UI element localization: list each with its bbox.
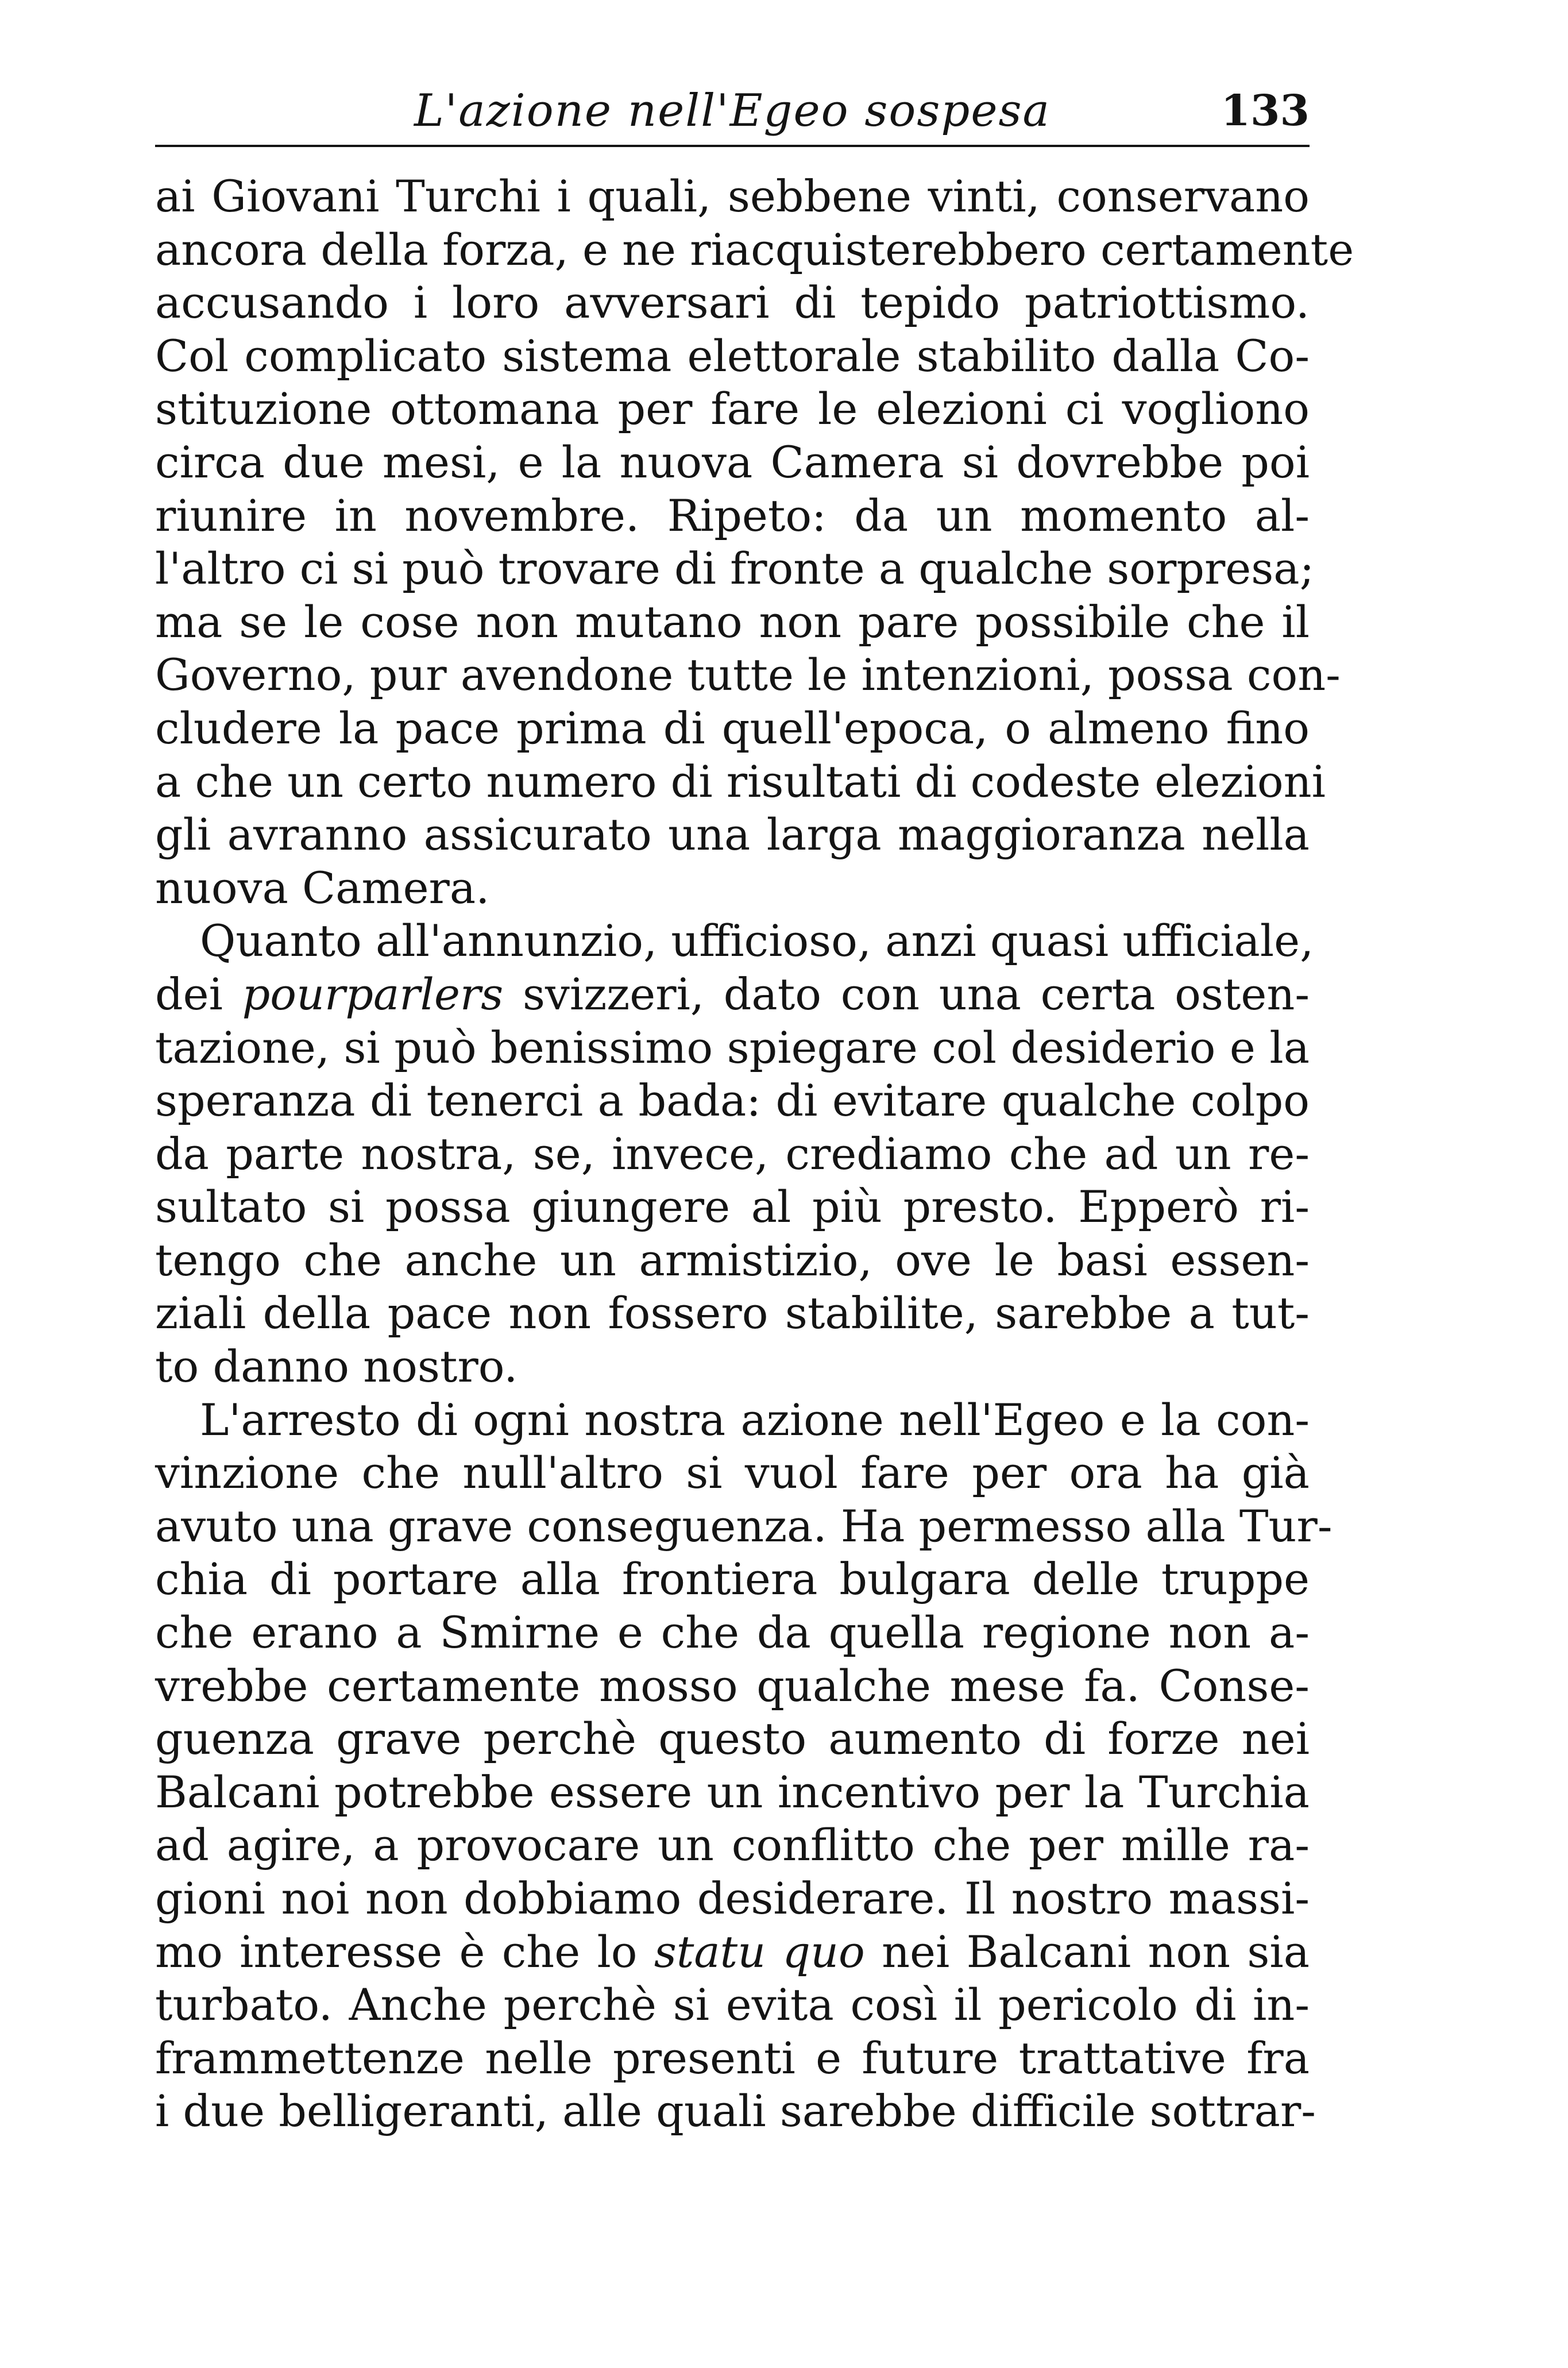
text-line: tengo che anche un armistizio, ove le basi essen- xyxy=(155,1234,1310,1286)
text-line: vrebbe certamente mosso qualche mese fa. Conse- xyxy=(155,1660,1310,1711)
body-text xyxy=(155,170,1354,2138)
running-header-title: L'azione nell'Egeo sospesa xyxy=(414,85,1051,137)
text-line: ancora della forza, e ne riacquisterebbero certamente xyxy=(155,223,1354,275)
text-line: ziali della pace non fossero stabilite, sarebbe a tut- xyxy=(155,1287,1310,1339)
paragraph xyxy=(155,170,1354,915)
text-line: gioni noi non dobbiamo desiderare. Il nostro massi- xyxy=(155,1873,1310,1924)
text-line: cludere la pace prima di quell'epoca, o almeno fino xyxy=(155,702,1310,754)
text-line: speranza di tenerci a bada: di evitare qualche colpo xyxy=(155,1075,1310,1127)
text-line: avuto una grave conseguenza. Ha permesso alla Tur- xyxy=(155,1500,1333,1552)
text-line: Balcani potrebbe essere un incentivo per la Turchia xyxy=(155,1766,1310,1818)
text-line: che erano a Smirne e che da quella regione non a- xyxy=(155,1607,1310,1659)
text-line: guenza grave perchè questo aumento di forze nei xyxy=(155,1713,1310,1765)
text-line: frammettenze nelle presenti e future trattative fra xyxy=(155,2032,1310,2084)
text-line: ad agire, a provocare un conflitto che per mille ra- xyxy=(155,1819,1310,1871)
text-line: tazione, si può benissimo spiegare col desiderio e la xyxy=(155,1021,1310,1073)
paragraph xyxy=(155,915,1314,1393)
text-line: to danno nostro. xyxy=(155,1341,518,1393)
text-line: stituzione ottomana per fare le elezioni ci vogliono xyxy=(155,383,1310,435)
text-line: nuova Camera. xyxy=(155,862,490,913)
text-line: chia di portare alla frontiera bulgara delle truppe xyxy=(155,1553,1310,1605)
text-line: ai Giovani Turchi i quali, sebbene vinti, conservano xyxy=(155,171,1310,222)
paragraph xyxy=(155,1394,1333,2138)
text-line: a che un certo numero di risultati di codeste elezioni xyxy=(155,755,1326,807)
text-line: turbato. Anche perchè si evita così il pericolo di in- xyxy=(155,1979,1310,2031)
text-line: vinzione che null'altro si vuol fare per ora ha già xyxy=(155,1447,1310,1499)
running-header xyxy=(155,80,1310,144)
text-line: ma se le cose non mutano non pare possibile che il xyxy=(155,596,1310,647)
text-line: Quanto all'annunzio, ufficioso, anzi quasi ufficiale, xyxy=(200,915,1314,967)
text-line: mo interesse è che lo statu quo nei Balcani non sia xyxy=(155,1926,1310,1977)
text-line: sultato si possa giungere al più presto. Epperò ri- xyxy=(155,1181,1310,1233)
header-rule xyxy=(155,145,1310,147)
page-number: 133 xyxy=(1221,86,1310,136)
text-line: Col complicato sistema elettorale stabilito dalla Co- xyxy=(155,330,1310,381)
text-line: dei pourparlers svizzeri, dato con una certa osten- xyxy=(155,968,1310,1020)
text-line: da parte nostra, se, invece, crediamo che ad un re- xyxy=(155,1128,1310,1179)
text-line: accusando i loro avversari di tepido patriottismo. xyxy=(155,277,1310,329)
text-line: l'altro ci si può trovare di fronte a qualche sorpresa; xyxy=(155,543,1315,595)
text-line: L'arresto di ogni nostra azione nell'Egeo e la con- xyxy=(200,1394,1310,1445)
text-line: circa due mesi, e la nuova Camera si dovrebbe poi xyxy=(155,436,1310,488)
text-line: i due belligeranti, alle quali sarebbe difficile sottrar- xyxy=(155,2085,1316,2137)
text-line: riunire in novembre. Ripeto: da un momento al- xyxy=(155,489,1310,541)
text-line: gli avranno assicurato una larga maggioranza nella xyxy=(155,809,1310,861)
text-line: Governo, pur avendone tutte le intenzioni, possa con- xyxy=(155,649,1341,701)
